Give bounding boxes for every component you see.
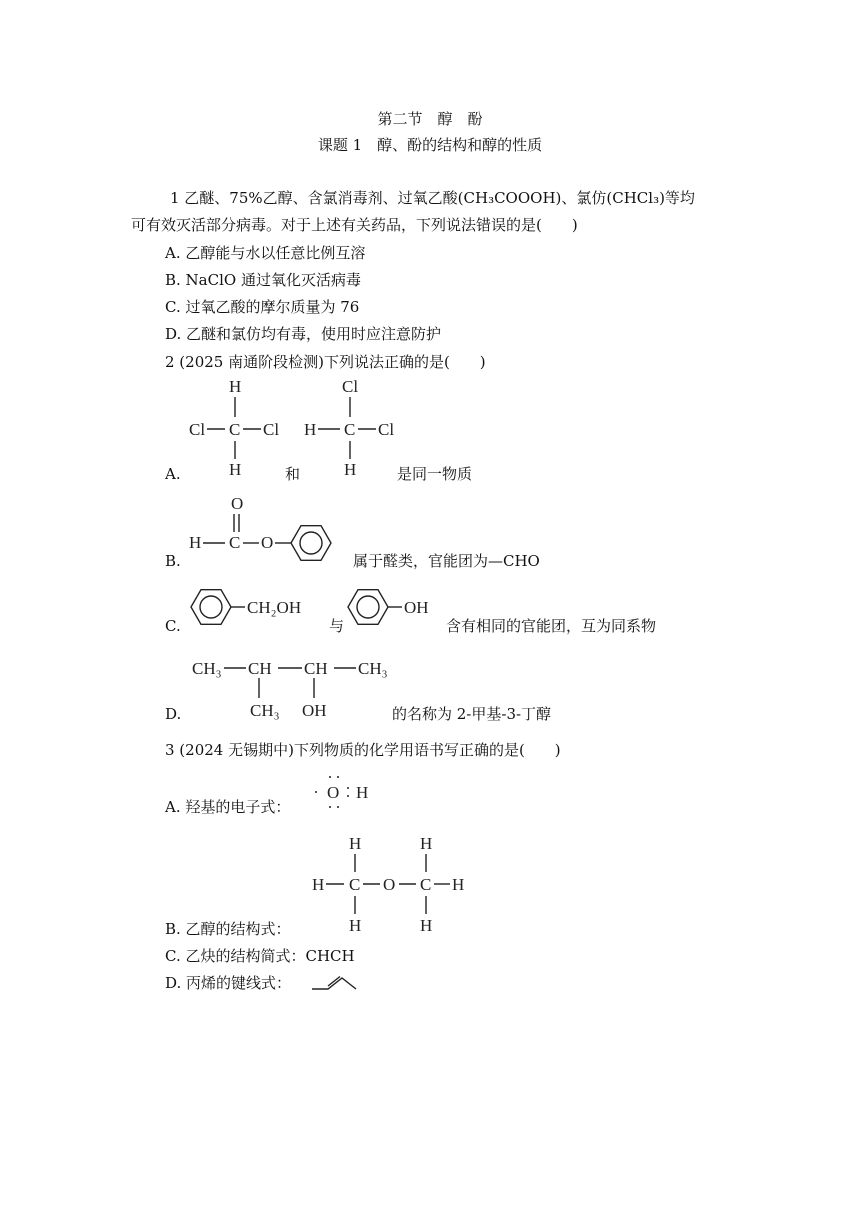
- svg-text:CH: CH: [248, 659, 272, 678]
- q3-d-skeletal-formula: [312, 975, 362, 995]
- svg-text:CH₂OH: CH₂OH: [247, 598, 302, 617]
- q2-stem: 2 (2025 南通阶段检测)下列说法正确的是( ): [165, 353, 486, 371]
- q2-b-label: B.: [165, 552, 181, 570]
- svg-text:H: H: [344, 460, 357, 479]
- svg-text:H: H: [304, 420, 317, 439]
- svg-text:H: H: [189, 533, 202, 552]
- svg-text:H: H: [452, 875, 465, 894]
- q2-c-structure-benzyl-alcohol: [187, 582, 327, 642]
- q1-stem-line1: 1 乙醚、75%乙醇、含氯消毒剂、过氧乙酸(CH₃COOOH)、氯仿(CHCl₃)等均: [170, 189, 695, 207]
- q2-c-structure-phenol: [344, 582, 444, 642]
- q2-a-mid: 和: [285, 465, 301, 483]
- q1-option-d: D. 乙醚和氯仿均有毒，使用时应注意防护: [165, 325, 442, 343]
- q2-c-label: C.: [165, 617, 181, 635]
- q2-d-label: D.: [165, 705, 182, 723]
- svg-text:O: O: [383, 875, 396, 894]
- svg-text:H: H: [420, 916, 433, 935]
- q3-d-text: D. 丙烯的键线式：: [165, 974, 292, 992]
- q1-stem-line2: 可有效灭活部分病毒。对于上述有关药品，下列说法错误的是( ): [131, 216, 578, 234]
- svg-text:O: O: [261, 533, 274, 552]
- svg-text:O: O: [231, 494, 244, 513]
- q1-option-b: B. NaClO 通过氧化灭活病毒: [165, 271, 361, 289]
- q3-a-text: A. 羟基的电子式：: [165, 798, 291, 816]
- svg-text:C: C: [349, 875, 361, 894]
- q2-d-structure: [190, 650, 400, 725]
- section-title: 第二节 醇 酚: [377, 110, 483, 128]
- q2-b-text: 属于醛类，官能团为—CHO: [353, 552, 540, 570]
- svg-text:CH: CH: [304, 659, 328, 678]
- svg-text:H: H: [349, 916, 362, 935]
- q1-option-c: C. 过氧乙酸的摩尔质量为 76: [165, 298, 360, 316]
- svg-text:C: C: [344, 420, 356, 439]
- svg-text:Cl: Cl: [263, 420, 280, 439]
- svg-text:H: H: [229, 460, 242, 479]
- q3-c-text: C. 乙炔的结构简式：CHCH: [165, 947, 355, 965]
- lesson-title: 课题 1 醇、酚的结构和醇的性质: [317, 136, 543, 154]
- svg-text:H: H: [312, 875, 325, 894]
- svg-text:C: C: [229, 533, 241, 552]
- q2-c-text: 含有相同的官能团，互为同系物: [446, 617, 657, 635]
- q2-c-mid: 与: [329, 617, 345, 635]
- q3-stem: 3 (2024 无锡期中)下列物质的化学用语书写正确的是( ): [165, 741, 561, 759]
- svg-text:H: H: [229, 377, 242, 396]
- svg-text:Cl: Cl: [189, 420, 206, 439]
- svg-text:CH₃: CH₃: [250, 701, 280, 720]
- svg-text:H: H: [349, 834, 362, 853]
- svg-text:OH: OH: [302, 701, 327, 720]
- q2-a-text: 是同一物质: [397, 465, 473, 483]
- svg-text:Cl: Cl: [342, 377, 359, 396]
- q3-a-electron-formula: [310, 770, 390, 815]
- svg-text:C: C: [420, 875, 432, 894]
- q2-b-structure: [187, 490, 347, 580]
- svg-text:OH: OH: [404, 598, 429, 617]
- svg-text:CH₃: CH₃: [192, 659, 222, 678]
- svg-text:CH₃: CH₃: [358, 659, 388, 678]
- svg-text:C: C: [229, 420, 241, 439]
- svg-text:Cl: Cl: [378, 420, 395, 439]
- svg-text:H: H: [420, 834, 433, 853]
- q1-option-a: A. 乙醇能与水以任意比例互溶: [165, 244, 366, 262]
- q2-a-label: A.: [165, 465, 181, 483]
- q3-b-structural-formula: [310, 832, 480, 937]
- q3-b-text: B. 乙醇的结构式：: [165, 920, 291, 938]
- svg-text:O: O: [327, 783, 340, 802]
- svg-text:H: H: [356, 783, 369, 802]
- q2-d-text: 的名称为 2-甲基-3-丁醇: [392, 705, 552, 723]
